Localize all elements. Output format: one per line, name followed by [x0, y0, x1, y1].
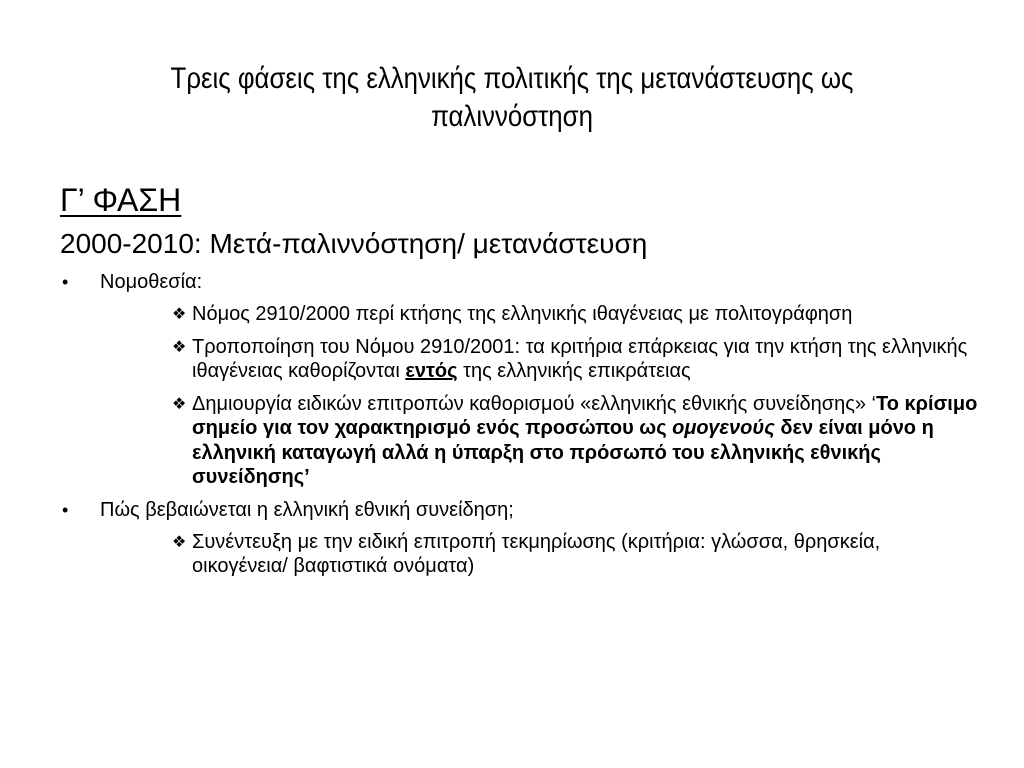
- sub-item-amendment: [172, 335, 980, 384]
- diamond-bullet-icon: ❖: [172, 306, 187, 323]
- sub-item-interview: [172, 530, 980, 579]
- diamond-bullet-icon: ❖: [172, 338, 187, 356]
- slide-title: Τρεις φάσεις της ελληνικής πολιτικής της μετανάστευσης ως παλιννόστηση: [170, 62, 854, 133]
- slide-content: [60, 180, 980, 587]
- sub-item-text-before: Δημιουργία ειδικών επιτροπών καθορισμού «ελληνικής εθνικής συνείδησης» ‘: [192, 392, 876, 415]
- quote-bold-part-1: Το κρίσιμο σημείο για τον χαρακτηρισμό ενός προσώπου ως: [192, 392, 978, 439]
- bullet-legislation: [60, 270, 980, 294]
- sub-item-text: Συνέντευξη με την ειδική επιτροπή τεκμηρίωσης (κριτήρια: γλώσσα, θρησκεία, οικογένεια/ βαφτιστικά ονόματα): [192, 530, 881, 577]
- bullet-dot-icon: •: [62, 499, 69, 520]
- diamond-bullet-icon: ❖: [172, 533, 187, 551]
- sub-item-committees: [172, 392, 980, 490]
- sub-item-text: Νόμος 2910/2000 περί κτήσης της ελληνικής ιθαγένειας με πολιτογράφηση: [192, 303, 853, 325]
- bullet-question: [60, 498, 980, 522]
- period-heading: 2000-2010: Μετά-παλιννόστηση/ μετανάστευση: [60, 228, 648, 259]
- sub-item-text-before: Τροποποίηση του Νόμου 2910/2001: τα κριτήρια επάρκειας για την κτήση της ελληνικής ιθαγένειας καθορίζονται: [192, 335, 968, 382]
- bullet-dot-icon: •: [62, 272, 69, 292]
- quote-bold-italic: ομογενούς: [672, 417, 775, 439]
- diamond-bullet-icon: ❖: [172, 395, 187, 413]
- bullet-label: Πώς βεβαιώνεται η ελληνική εθνική συνείδηση;: [100, 498, 514, 521]
- bullet-label: Νομοθεσία:: [100, 271, 203, 293]
- emphasis-within: εντός: [405, 360, 458, 382]
- quote-bold-part-2: δεν είναι μόνο η ελληνική καταγωγή αλλά η ύπαρξη στο πρόσωπό του ελληνικής εθνικής συνείδησης’: [192, 417, 934, 488]
- phase-heading: Γ’ ΦΑΣΗ: [60, 182, 182, 218]
- sub-item-law-2910-2000: [172, 302, 980, 327]
- sub-item-text-after: της ελληνικής επικράτειας: [457, 360, 691, 382]
